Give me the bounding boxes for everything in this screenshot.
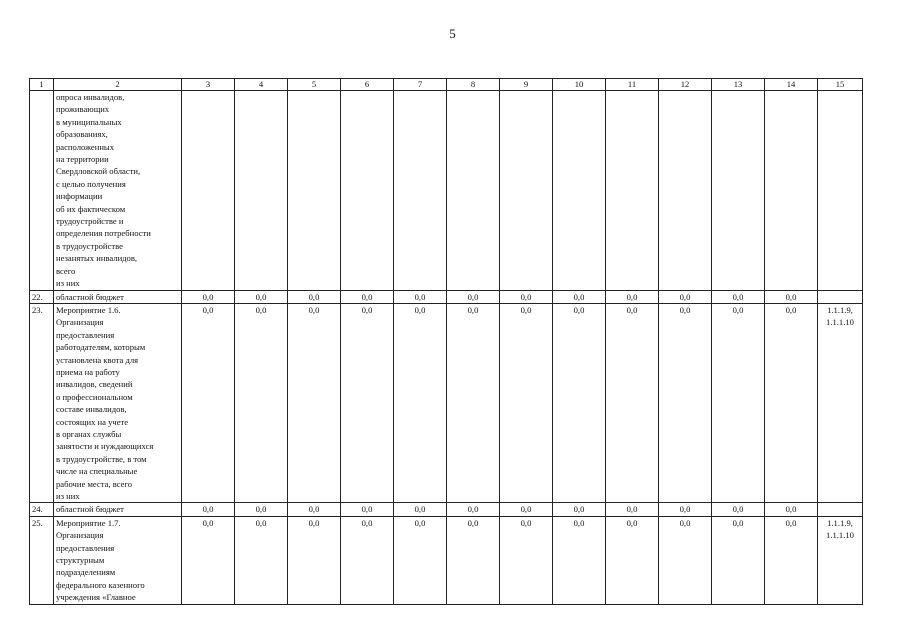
text-line: составе инвалидов, bbox=[56, 404, 127, 415]
budget-table bbox=[29, 78, 863, 605]
value-cell bbox=[288, 91, 341, 291]
value-cell: 0,0 bbox=[235, 290, 288, 303]
row-description: областной бюджет bbox=[54, 290, 182, 303]
value-cell: 0,0 bbox=[447, 290, 500, 303]
value-cell: 0,0 bbox=[712, 303, 765, 503]
target-cell bbox=[818, 516, 863, 604]
target-cell bbox=[818, 303, 863, 503]
row-description: областной бюджет bbox=[54, 503, 182, 516]
table-row bbox=[30, 91, 863, 291]
value-cell: 0,0 bbox=[182, 516, 235, 604]
text-line: в трудоустройстве bbox=[56, 240, 123, 251]
value-cell: 0,0 bbox=[712, 516, 765, 604]
value-cell: 0,0 bbox=[182, 290, 235, 303]
header-cell: 5 bbox=[288, 79, 341, 91]
value-cell: 0,0 bbox=[765, 290, 818, 303]
row-description bbox=[54, 303, 182, 503]
header-cell: 11 bbox=[606, 79, 659, 91]
table-row bbox=[30, 516, 863, 604]
row-number: 22. bbox=[30, 290, 54, 303]
value-cell: 0,0 bbox=[394, 290, 447, 303]
value-cell bbox=[394, 91, 447, 291]
header-cell: 13 bbox=[712, 79, 765, 91]
value-cell: 0,0 bbox=[447, 503, 500, 516]
value-cell: 0,0 bbox=[553, 503, 606, 516]
header-cell: 15 bbox=[818, 79, 863, 91]
value-cell: 0,0 bbox=[500, 303, 553, 503]
text-line: Организация bbox=[56, 317, 104, 328]
value-cell bbox=[553, 91, 606, 291]
text-line: предоставления bbox=[56, 329, 115, 340]
text-line: предоставления bbox=[56, 542, 115, 553]
target-cell bbox=[818, 503, 863, 516]
value-cell: 0,0 bbox=[606, 516, 659, 604]
value-cell: 0,0 bbox=[288, 290, 341, 303]
value-cell: 0,0 bbox=[553, 303, 606, 503]
header-cell: 7 bbox=[394, 79, 447, 91]
row-number: 24. bbox=[30, 503, 54, 516]
value-cell: 0,0 bbox=[500, 516, 553, 604]
text-line: информации bbox=[56, 191, 103, 202]
value-cell bbox=[500, 91, 553, 291]
value-cell bbox=[182, 91, 235, 291]
row-number: 23. bbox=[30, 303, 54, 503]
target-cell bbox=[818, 91, 863, 291]
value-cell: 0,0 bbox=[553, 516, 606, 604]
value-cell: 0,0 bbox=[659, 516, 712, 604]
value-cell bbox=[765, 91, 818, 291]
value-cell: 0,0 bbox=[606, 503, 659, 516]
target-line: 1.1.1.10 bbox=[826, 530, 854, 541]
value-cell: 0,0 bbox=[606, 290, 659, 303]
text-line: в органах службы bbox=[56, 428, 122, 439]
text-line: работодателям, которым bbox=[56, 342, 146, 353]
text-line: образованиях, bbox=[56, 129, 108, 140]
value-cell: 0,0 bbox=[341, 516, 394, 604]
page-number: 5 bbox=[449, 26, 456, 41]
value-cell: 0,0 bbox=[394, 503, 447, 516]
text-line: проживающих bbox=[56, 104, 110, 115]
target-line: 1.1.1.10 bbox=[826, 317, 854, 328]
header-cell: 8 bbox=[447, 79, 500, 91]
text-line: федерального казенного bbox=[56, 579, 145, 590]
value-cell: 0,0 bbox=[394, 516, 447, 604]
text-line: Мероприятие 1.7. bbox=[56, 517, 121, 528]
text-line: рабочие места, всего bbox=[56, 478, 133, 489]
text-line: определения потребности bbox=[56, 228, 151, 239]
value-cell: 0,0 bbox=[182, 303, 235, 503]
value-cell bbox=[235, 91, 288, 291]
text-line: учреждения «Главное bbox=[56, 592, 136, 603]
text-line: незанятых инвалидов, bbox=[56, 253, 138, 264]
value-cell: 0,0 bbox=[288, 503, 341, 516]
text-line: Мероприятие 1.6. bbox=[56, 304, 121, 315]
value-cell bbox=[341, 91, 394, 291]
row-description bbox=[54, 91, 182, 291]
text-line: из них bbox=[56, 278, 80, 289]
value-cell: 0,0 bbox=[394, 303, 447, 503]
header-cell: 10 bbox=[553, 79, 606, 91]
value-cell: 0,0 bbox=[288, 303, 341, 503]
text-line: числе на специальные bbox=[56, 466, 138, 477]
value-cell: 0,0 bbox=[765, 303, 818, 503]
value-cell bbox=[447, 91, 500, 291]
text-line: расположенных bbox=[56, 141, 114, 152]
text-line: структурным bbox=[56, 555, 105, 566]
text-line: опроса инвалидов, bbox=[56, 92, 125, 102]
row-description bbox=[54, 516, 182, 604]
header-row bbox=[30, 79, 863, 91]
value-cell: 0,0 bbox=[659, 290, 712, 303]
text-line: с целью получения bbox=[56, 178, 126, 189]
value-cell: 0,0 bbox=[712, 503, 765, 516]
value-cell bbox=[659, 91, 712, 291]
value-cell: 0,0 bbox=[659, 303, 712, 503]
value-cell: 0,0 bbox=[182, 503, 235, 516]
value-cell: 0,0 bbox=[765, 503, 818, 516]
text-line: о профессиональном bbox=[56, 391, 133, 402]
header-cell: 4 bbox=[235, 79, 288, 91]
row-number: 25. bbox=[30, 516, 54, 604]
table-row bbox=[30, 503, 863, 516]
value-cell bbox=[712, 91, 765, 291]
header-cell: 6 bbox=[341, 79, 394, 91]
header-cell: 12 bbox=[659, 79, 712, 91]
header-cell: 3 bbox=[182, 79, 235, 91]
value-cell: 0,0 bbox=[288, 516, 341, 604]
value-cell: 0,0 bbox=[341, 503, 394, 516]
value-cell: 0,0 bbox=[500, 503, 553, 516]
value-cell: 0,0 bbox=[606, 303, 659, 503]
text-line: приема на работу bbox=[56, 366, 120, 377]
value-cell: 0,0 bbox=[235, 303, 288, 503]
value-cell: 0,0 bbox=[447, 303, 500, 503]
text-line: занятости и нуждающихся bbox=[56, 441, 154, 452]
text-line: в трудоустройстве, в том bbox=[56, 453, 147, 464]
text-line: инвалидов, сведений bbox=[56, 379, 133, 390]
target-line: 1.1.1.9, bbox=[827, 304, 853, 315]
text-line: Свердловской области, bbox=[56, 166, 141, 177]
text-line: Организация bbox=[56, 530, 104, 541]
header-cell: 9 bbox=[500, 79, 553, 91]
text-line: всего bbox=[56, 265, 76, 276]
value-cell: 0,0 bbox=[447, 516, 500, 604]
value-cell: 0,0 bbox=[712, 290, 765, 303]
text-line: на территории bbox=[56, 154, 109, 165]
text-line: состоящих на учете bbox=[56, 416, 129, 427]
value-cell bbox=[606, 91, 659, 291]
value-cell: 0,0 bbox=[500, 290, 553, 303]
header-cell: 2 bbox=[54, 79, 182, 91]
value-cell: 0,0 bbox=[659, 503, 712, 516]
value-cell: 0,0 bbox=[341, 303, 394, 503]
text-line: в муниципальных bbox=[56, 116, 122, 127]
text-line: трудоустройстве и bbox=[56, 216, 124, 227]
table-row bbox=[30, 303, 863, 503]
table-row bbox=[30, 290, 863, 303]
text-line: подразделениям bbox=[56, 567, 116, 578]
target-cell bbox=[818, 290, 863, 303]
text-line: об их фактическом bbox=[56, 203, 126, 214]
header-cell: 1 bbox=[30, 79, 54, 91]
text-line: установлена квота для bbox=[56, 354, 139, 365]
value-cell: 0,0 bbox=[341, 290, 394, 303]
value-cell: 0,0 bbox=[765, 516, 818, 604]
value-cell: 0,0 bbox=[553, 290, 606, 303]
text-line: из них bbox=[56, 491, 80, 501]
row-number bbox=[30, 91, 54, 291]
value-cell: 0,0 bbox=[235, 503, 288, 516]
header-cell: 14 bbox=[765, 79, 818, 91]
value-cell: 0,0 bbox=[235, 516, 288, 604]
target-line: 1.1.1.9, bbox=[827, 517, 853, 528]
